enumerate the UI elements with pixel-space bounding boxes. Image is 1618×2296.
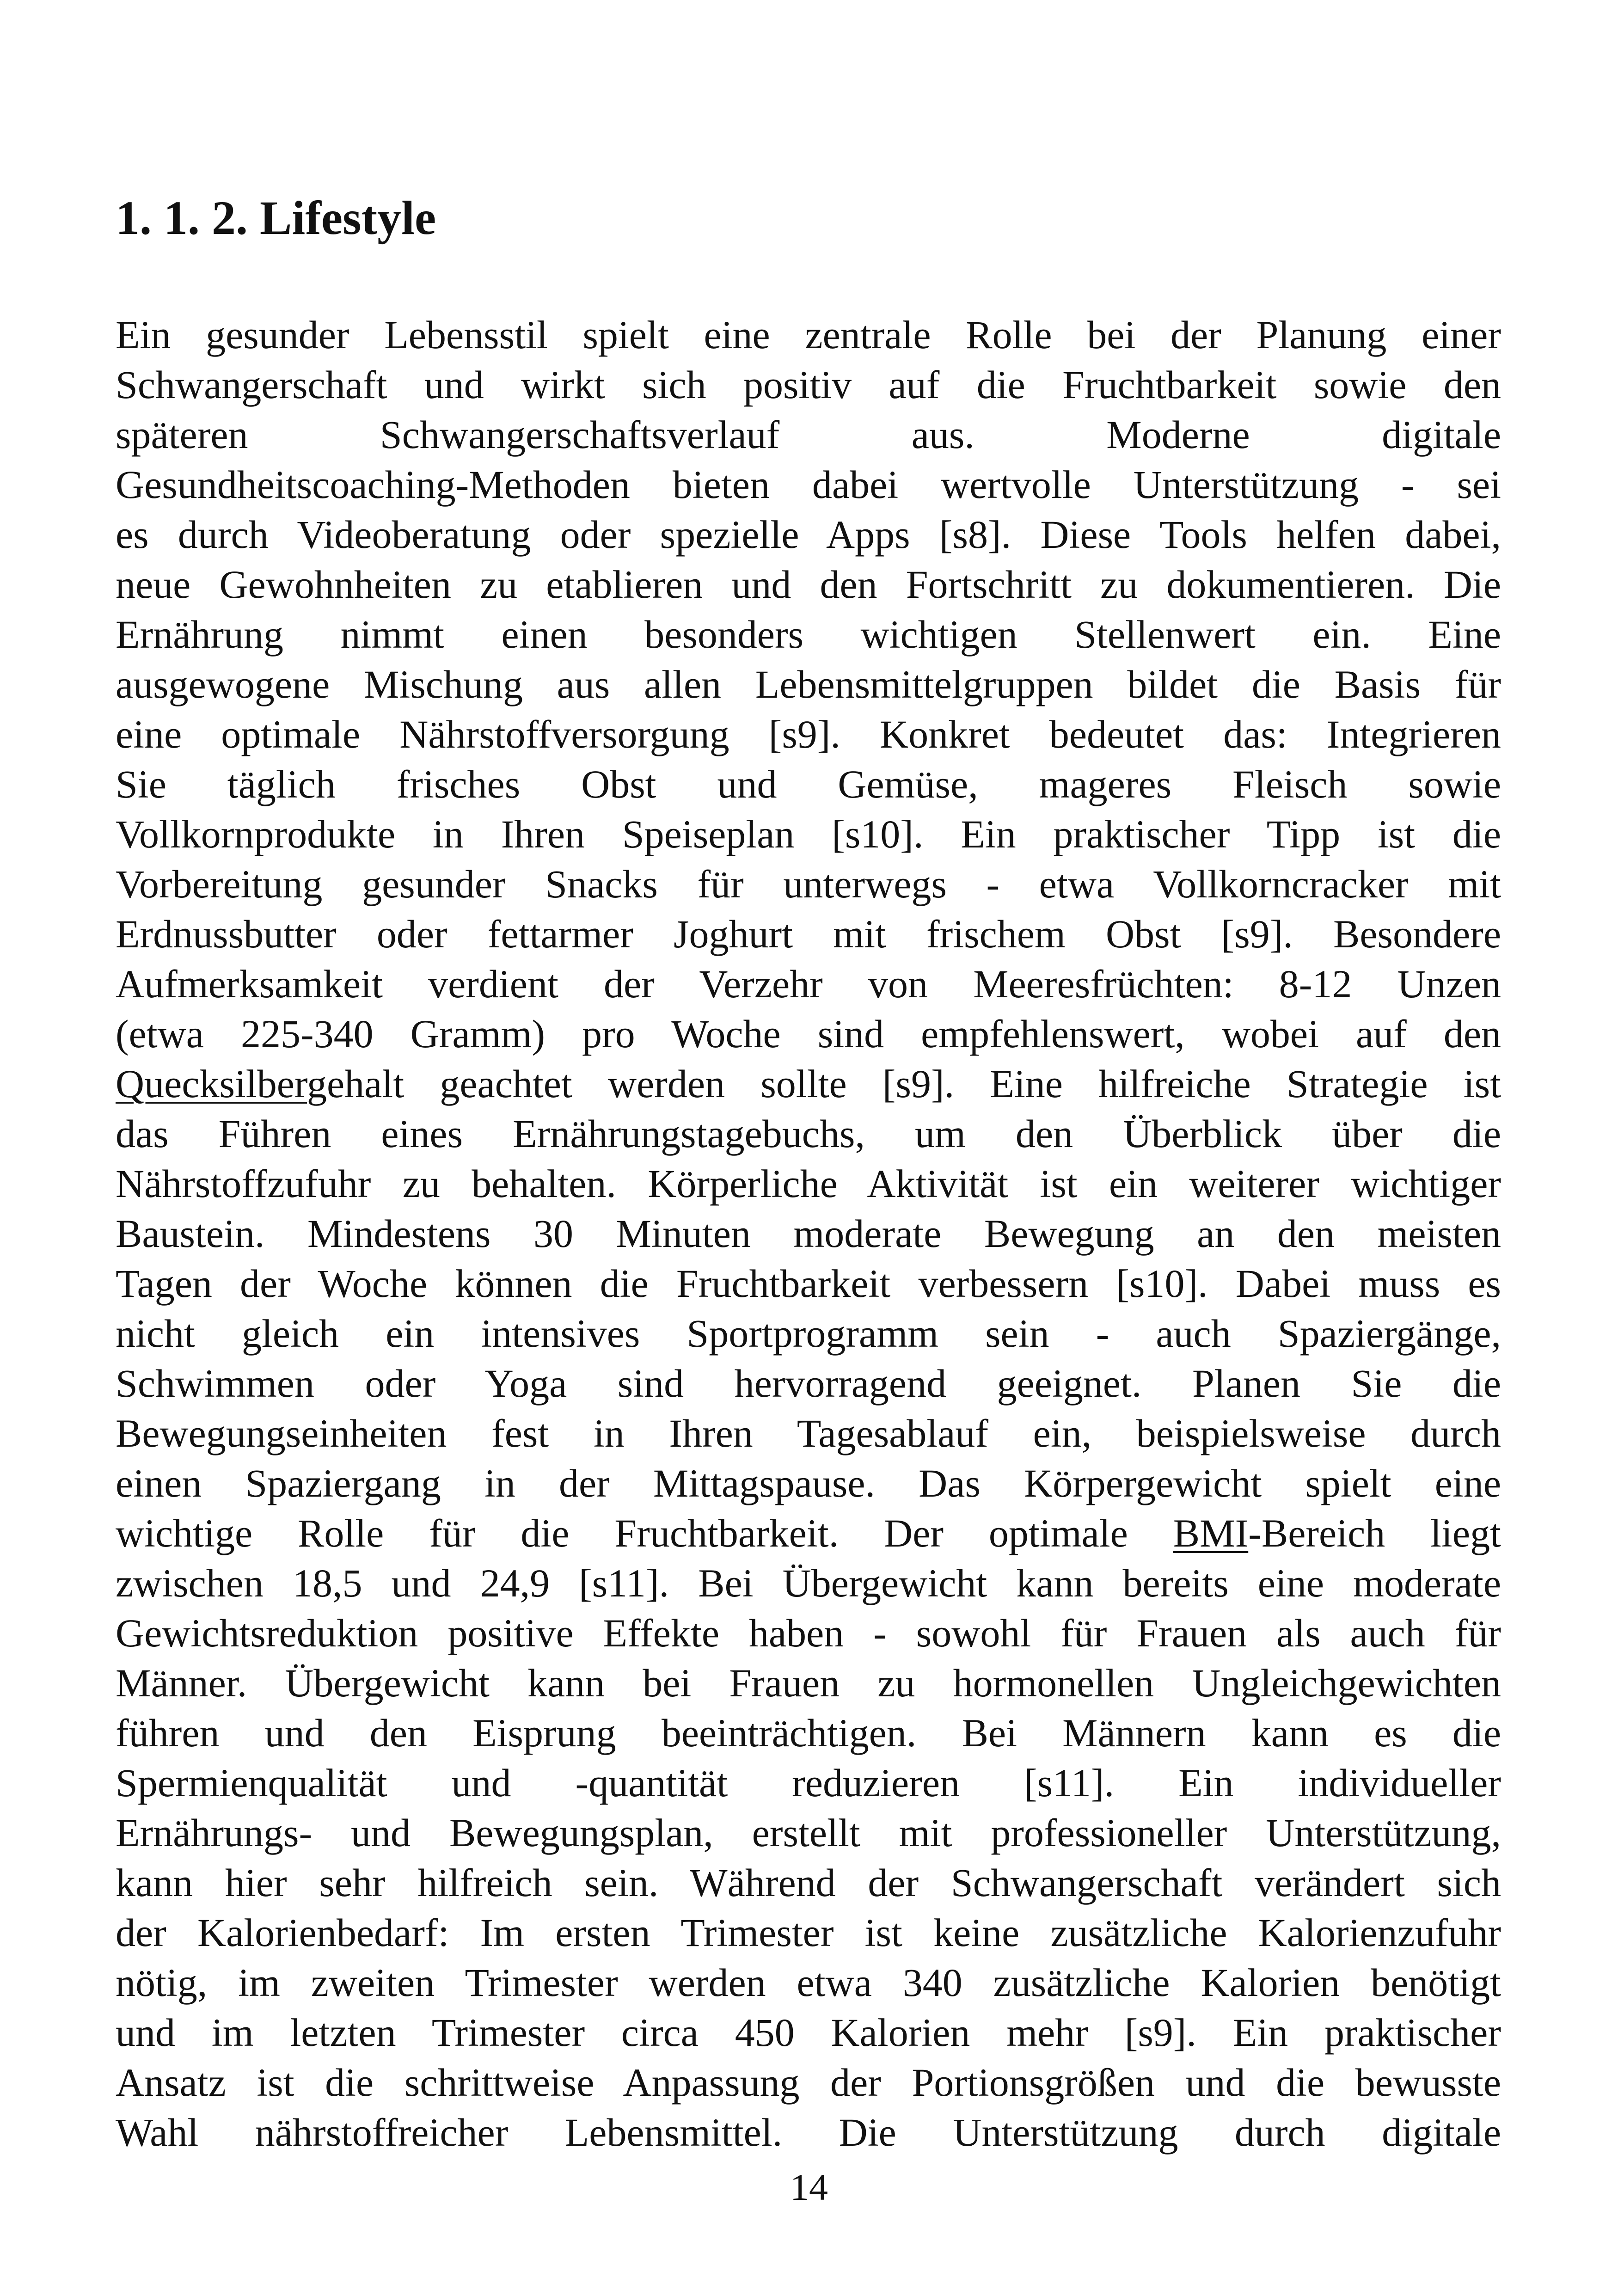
text-line: Vollkornprodukte in Ihren Speiseplan [s10]. Ein praktischer Tipp ist die [116,812,1501,856]
text-line: Aufmerksamkeit verdient der Verzehr von Meeresfrüchten: 8-12 Unzen [116,962,1501,1006]
text-line: ausgewogene Mischung aus allen Lebensmittelgruppen bildet die Basis für [116,662,1501,706]
text-line: Schwimmen oder Yoga sind hervorragend geeignet. Planen Sie die [116,1361,1501,1406]
text-line: nötig, im zweiten Trimester werden etwa 340 zusätzliche Kalorien benötigt [116,1960,1501,2005]
text-line: nicht gleich ein intensives Sportprogramm sein - auch Spaziergänge, [116,1311,1501,1356]
text-line: der Kalorienbedarf: Im ersten Trimester ist keine zusätzliche Kalorienzufuhr [116,1910,1501,1955]
text-line: Sie täglich frisches Obst und Gemüse, mageres Fleisch sowie [116,762,1501,806]
text-line: Schwangerschaft und wirkt sich positiv auf die Fruchtbarkeit sowie den [116,362,1501,407]
text-line: Gesundheitscoaching-Methoden bieten dabei wertvolle Unterstützung - sei [116,462,1501,507]
underlined-term: Quecksilber [116,1062,307,1106]
text-line: Männer. Übergewicht kann bei Frauen zu hormonellen Ungleichgewichten [116,1661,1501,1705]
text-line: Ein gesunder Lebensstil spielt eine zentrale Rolle bei der Planung einer [116,313,1501,357]
text-line: Tagen der Woche können die Fruchtbarkeit verbessern [s10]. Dabei muss es [116,1261,1501,1306]
page-number: 14 [790,2166,828,2208]
text-line: es durch Videoberatung oder spezielle Apps [s8]. Diese Tools helfen dabei, [116,512,1501,557]
text-line [116,1508,1501,1558]
text-line [116,1059,1501,1109]
text-line: eine optimale Nährstoffversorgung [s9]. Konkret bedeutet das: Integrieren [116,712,1501,756]
body-paragraph [116,310,1501,2157]
text-segment: wichtige Rolle für die Fruchtbarkeit. Der optimale [116,1511,1173,1555]
text-line: Ernährungs- und Bewegungsplan, erstellt mit professioneller Unterstützung, [116,1811,1501,1855]
text-line: Bewegungseinheiten fest in Ihren Tagesablauf ein, beispielsweise durch [116,1411,1501,1455]
text-line: Spermienqualität und -quantität reduzieren [s11]. Ein individueller [116,1761,1501,1805]
text-line: führen und den Eisprung beeinträchtigen. Bei Männern kann es die [116,1711,1501,1755]
text-line: Wahl nährstoffreicher Lebensmittel. Die Unterstützung durch digitale [116,2110,1501,2155]
text-line: einen Spaziergang in der Mittagspause. Das Körpergewicht spielt eine [116,1461,1501,1505]
text-line: (etwa 225-340 Gramm) pro Woche sind empfehlenswert, wobei auf den [116,1012,1501,1056]
section-heading: 1. 1. 2. Lifestyle [116,191,436,245]
text-line: Gewichtsreduktion positive Effekte haben - sowohl für Frauen als auch für [116,1611,1501,1655]
text-line: Ernährung nimmt einen besonders wichtigen Stellenwert ein. Eine [116,612,1501,657]
text-line: und im letzten Trimester circa 450 Kalorien mehr [s9]. Ein praktischer [116,2010,1501,2055]
underlined-term: BMI [1173,1511,1249,1555]
text-line: Erdnussbutter oder fettarmer Joghurt mit frischem Obst [s9]. Besondere [116,912,1501,956]
text-line: Nährstoffzufuhr zu behalten. Körperliche Aktivität ist ein weiterer wichtiger [116,1161,1501,1206]
text-line: Baustein. Mindestens 30 Minuten moderate Bewegung an den meisten [116,1211,1501,1256]
text-segment: -Bereich liegt [1248,1511,1501,1555]
text-line: Vorbereitung gesunder Snacks für unterwegs - etwa Vollkorncracker mit [116,862,1501,906]
text-segment: gehalt geachtet werden sollte [s9]. Eine hilfreiche Strategie ist [306,1062,1501,1106]
text-line: zwischen 18,5 und 24,9 [s11]. Bei Übergewicht kann bereits eine moderate [116,1561,1501,1605]
text-line: neue Gewohnheiten zu etablieren und den Fortschritt zu dokumentieren. Die [116,562,1501,607]
text-line: das Führen eines Ernährungstagebuchs, um den Überblick über die [116,1111,1501,1156]
text-line: späteren Schwangerschaftsverlauf aus. Moderne digitale [116,412,1501,457]
text-line: Ansatz ist die schrittweise Anpassung der Portionsgrößen und die bewusste [116,2060,1501,2105]
text-line: kann hier sehr hilfreich sein. Während der Schwangerschaft verändert sich [116,1860,1501,1905]
